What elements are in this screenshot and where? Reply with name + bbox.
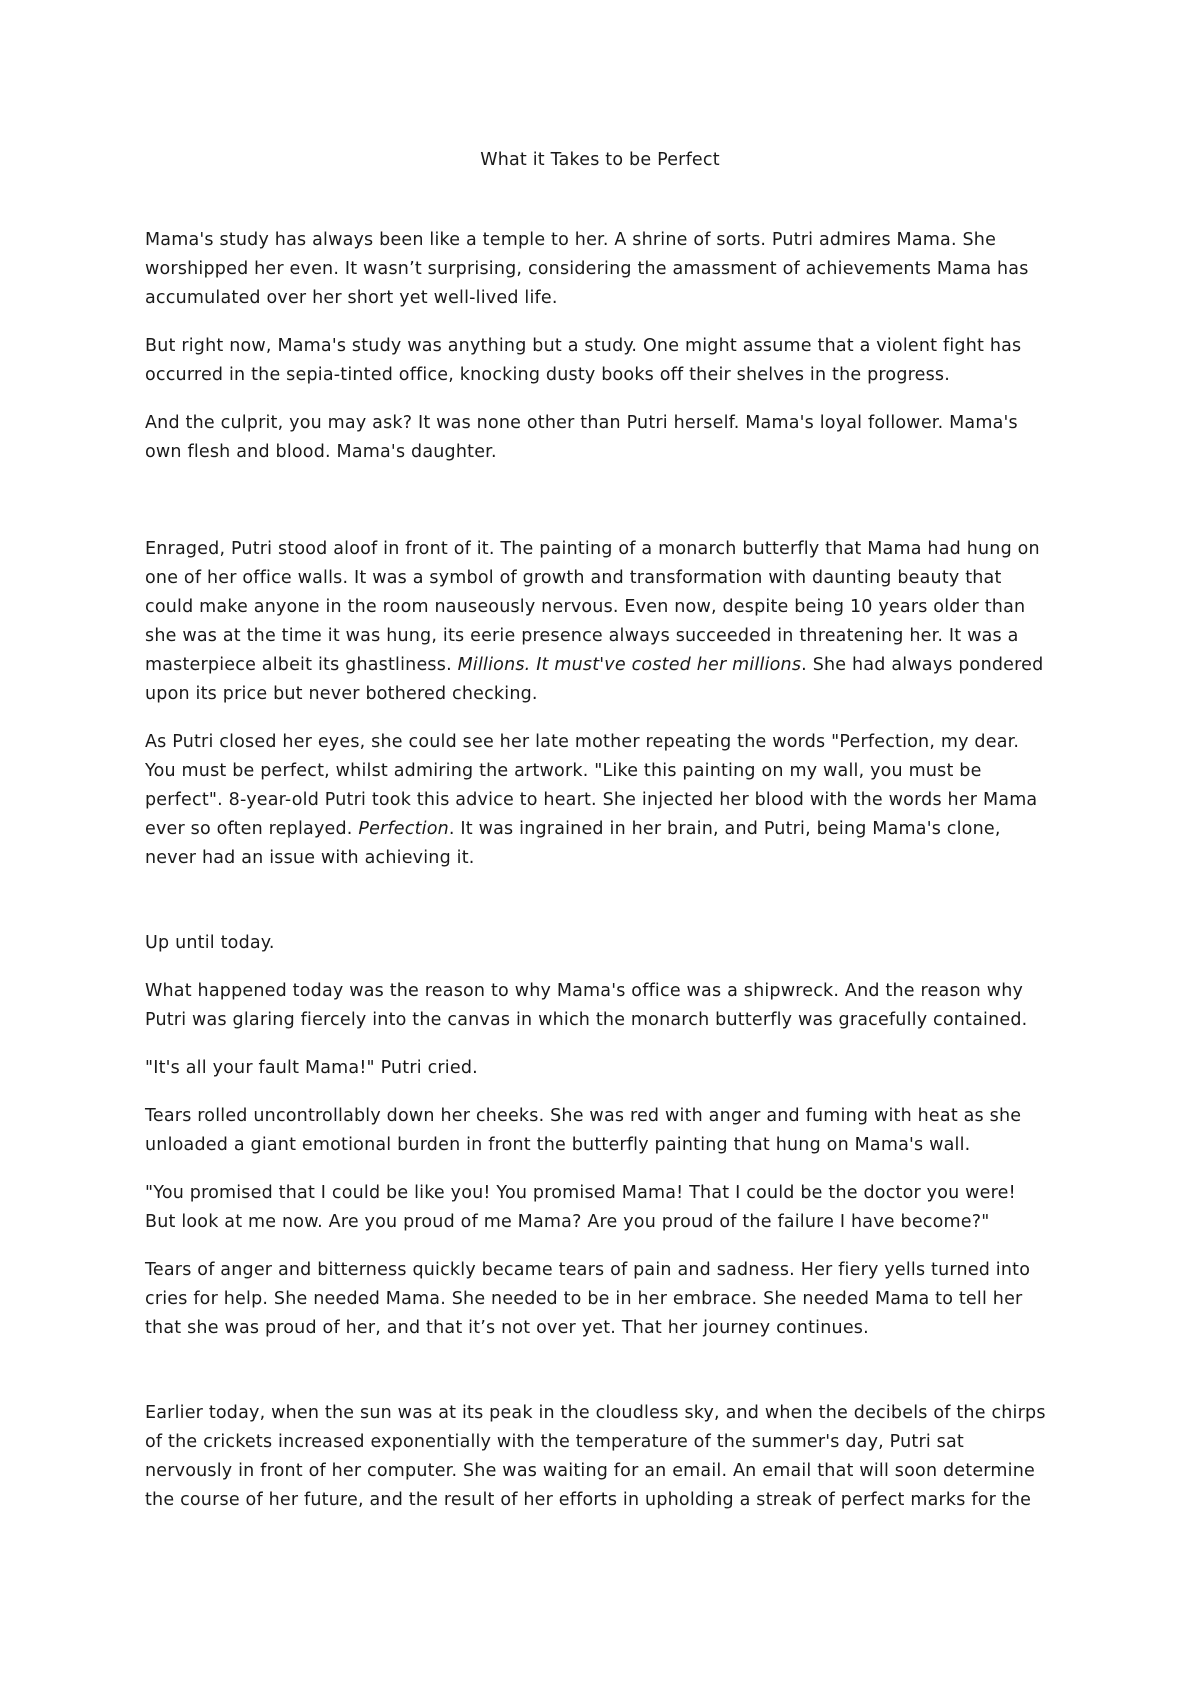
text-segment: of the crickets increased exponentially with the temperature of the summer's day, Putri sat <box>145 1432 964 1452</box>
text-segment: never had an issue with achieving it. <box>145 848 475 868</box>
text-line <box>145 1287 1022 1311</box>
text-segment: Enraged, Putri stood aloof in front of it. The painting of a monarch butterfly that Mama had hung on <box>145 539 1040 559</box>
italic-text: Millions. It must've costed her millions <box>457 655 802 675</box>
text-segment: the course of her future, and the result of her efforts in upholding a streak of perfect marks for the <box>145 1490 1032 1510</box>
text-segment: . It was ingrained in her brain, and Putri, being Mama's clone, <box>448 819 1001 839</box>
text-line <box>145 1008 1027 1032</box>
text-segment: could make anyone in the room nauseously nervous. Even now, despite being 10 years older than <box>145 597 1026 617</box>
text-line <box>145 730 1019 754</box>
text-segment: "It's all your fault Mama!" Putri cried. <box>145 1058 478 1078</box>
text-segment: "You promised that I could be like you! You promised Mama! That I could be the doctor you were! <box>145 1183 1016 1203</box>
text-line <box>145 653 1043 677</box>
text-segment: Tears rolled uncontrollably down her cheeks. She was red with anger and fuming with heat as she <box>145 1106 1022 1126</box>
text-line <box>145 1401 1046 1425</box>
text-line <box>145 1133 970 1157</box>
text-segment: perfect". 8-year-old Putri took this advice to heart. She injected her blood with the words her Mama <box>145 790 1038 810</box>
text-line <box>145 682 538 706</box>
text-line <box>145 334 1021 358</box>
italic-text: Perfection <box>358 819 449 839</box>
text-segment: occurred in the sepia-tinted office, knocking dusty books off their shelves in the progress. <box>145 365 951 385</box>
text-line <box>145 595 1025 619</box>
text-line <box>145 286 558 310</box>
text-line <box>145 1316 869 1340</box>
text-line <box>145 846 475 870</box>
text-line <box>145 817 1001 841</box>
text-line <box>145 1258 1030 1282</box>
text-segment: But right now, Mama's study was anything but a study. One might assume that a violent fight has <box>145 336 1022 356</box>
text-line <box>145 566 1002 590</box>
text-segment: Mama's study has always been like a temple to her. A shrine of sorts. Putri admires Mama. She <box>145 230 997 250</box>
text-segment: And the culprit, you may ask? It was none other than Putri herself. Mama's loyal follower. Mama's <box>145 413 1018 433</box>
text-segment: ever so often replayed. <box>145 819 359 839</box>
text-segment: that she was proud of her, and that it’s not over yet. That her journey continues. <box>145 1318 869 1338</box>
text-line <box>145 1181 1016 1205</box>
text-segment: unloaded a giant emotional burden in front the butterfly painting that hung on Mama's wall. <box>145 1135 971 1155</box>
text-segment: accumulated over her short yet well-lived life. <box>145 288 558 308</box>
text-segment: As Putri closed her eyes, she could see her late mother repeating the words "Perfection, my dear. <box>145 732 1020 752</box>
text-line <box>145 759 982 783</box>
text-segment: one of her office walls. It was a symbol of growth and transformation with daunting beauty that <box>145 568 1002 588</box>
text-segment: nervously in front of her computer. She was waiting for an email. An email that will soon determine <box>145 1461 1035 1481</box>
text-line <box>145 1056 478 1080</box>
text-segment: own flesh and blood. Mama's daughter. <box>145 442 497 462</box>
text-segment: Earlier today, when the sun was at its peak in the cloudless sky, and when the decibels of the chirps <box>145 1403 1046 1423</box>
text-segment: But look at me now. Are you proud of me Mama? Are you proud of the failure I have become?" <box>145 1212 990 1232</box>
text-line <box>145 931 275 955</box>
text-segment: . She had always pondered <box>801 655 1044 675</box>
text-segment: Tears of anger and bitterness quickly became tears of pain and sadness. Her fiery yells turned into <box>145 1260 1031 1280</box>
text-segment: masterpiece albeit its ghastliness. <box>145 655 458 675</box>
text-line <box>145 1104 1021 1128</box>
text-line <box>145 624 1019 648</box>
text-line <box>145 1459 1035 1483</box>
text-line <box>145 257 1029 281</box>
text-line <box>145 979 1023 1003</box>
text-segment: she was at the time it was hung, its eerie presence always succeeded in threatening her. It was a <box>145 626 1019 646</box>
text-segment: You must be perfect, whilst admiring the artwork. "Like this painting on my wall, you must be <box>145 761 982 781</box>
text-line <box>145 363 950 387</box>
text-segment: worshipped her even. It wasn’t surprising, considering the amassment of achievements Mama has <box>145 259 1029 279</box>
text-line <box>145 440 497 464</box>
text-segment: upon its price but never bothered checking. <box>145 684 538 704</box>
text-segment: cries for help. She needed Mama. She needed to be in her embrace. She needed Mama to tell her <box>145 1289 1023 1309</box>
text-line <box>145 1488 1031 1512</box>
text-segment: Putri was glaring fiercely into the canvas in which the monarch butterfly was gracefully contained. <box>145 1010 1028 1030</box>
text-line <box>145 1430 964 1454</box>
text-line <box>145 411 1018 435</box>
text-line <box>145 788 1037 812</box>
text-segment: Up until today. <box>145 933 275 953</box>
document-title: What it Takes to be Perfect <box>480 150 720 170</box>
text-line <box>145 537 1040 561</box>
text-line <box>145 1210 989 1234</box>
text-segment: What happened today was the reason to why Mama's office was a shipwreck. And the reason why <box>145 981 1024 1001</box>
text-line <box>145 228 996 252</box>
